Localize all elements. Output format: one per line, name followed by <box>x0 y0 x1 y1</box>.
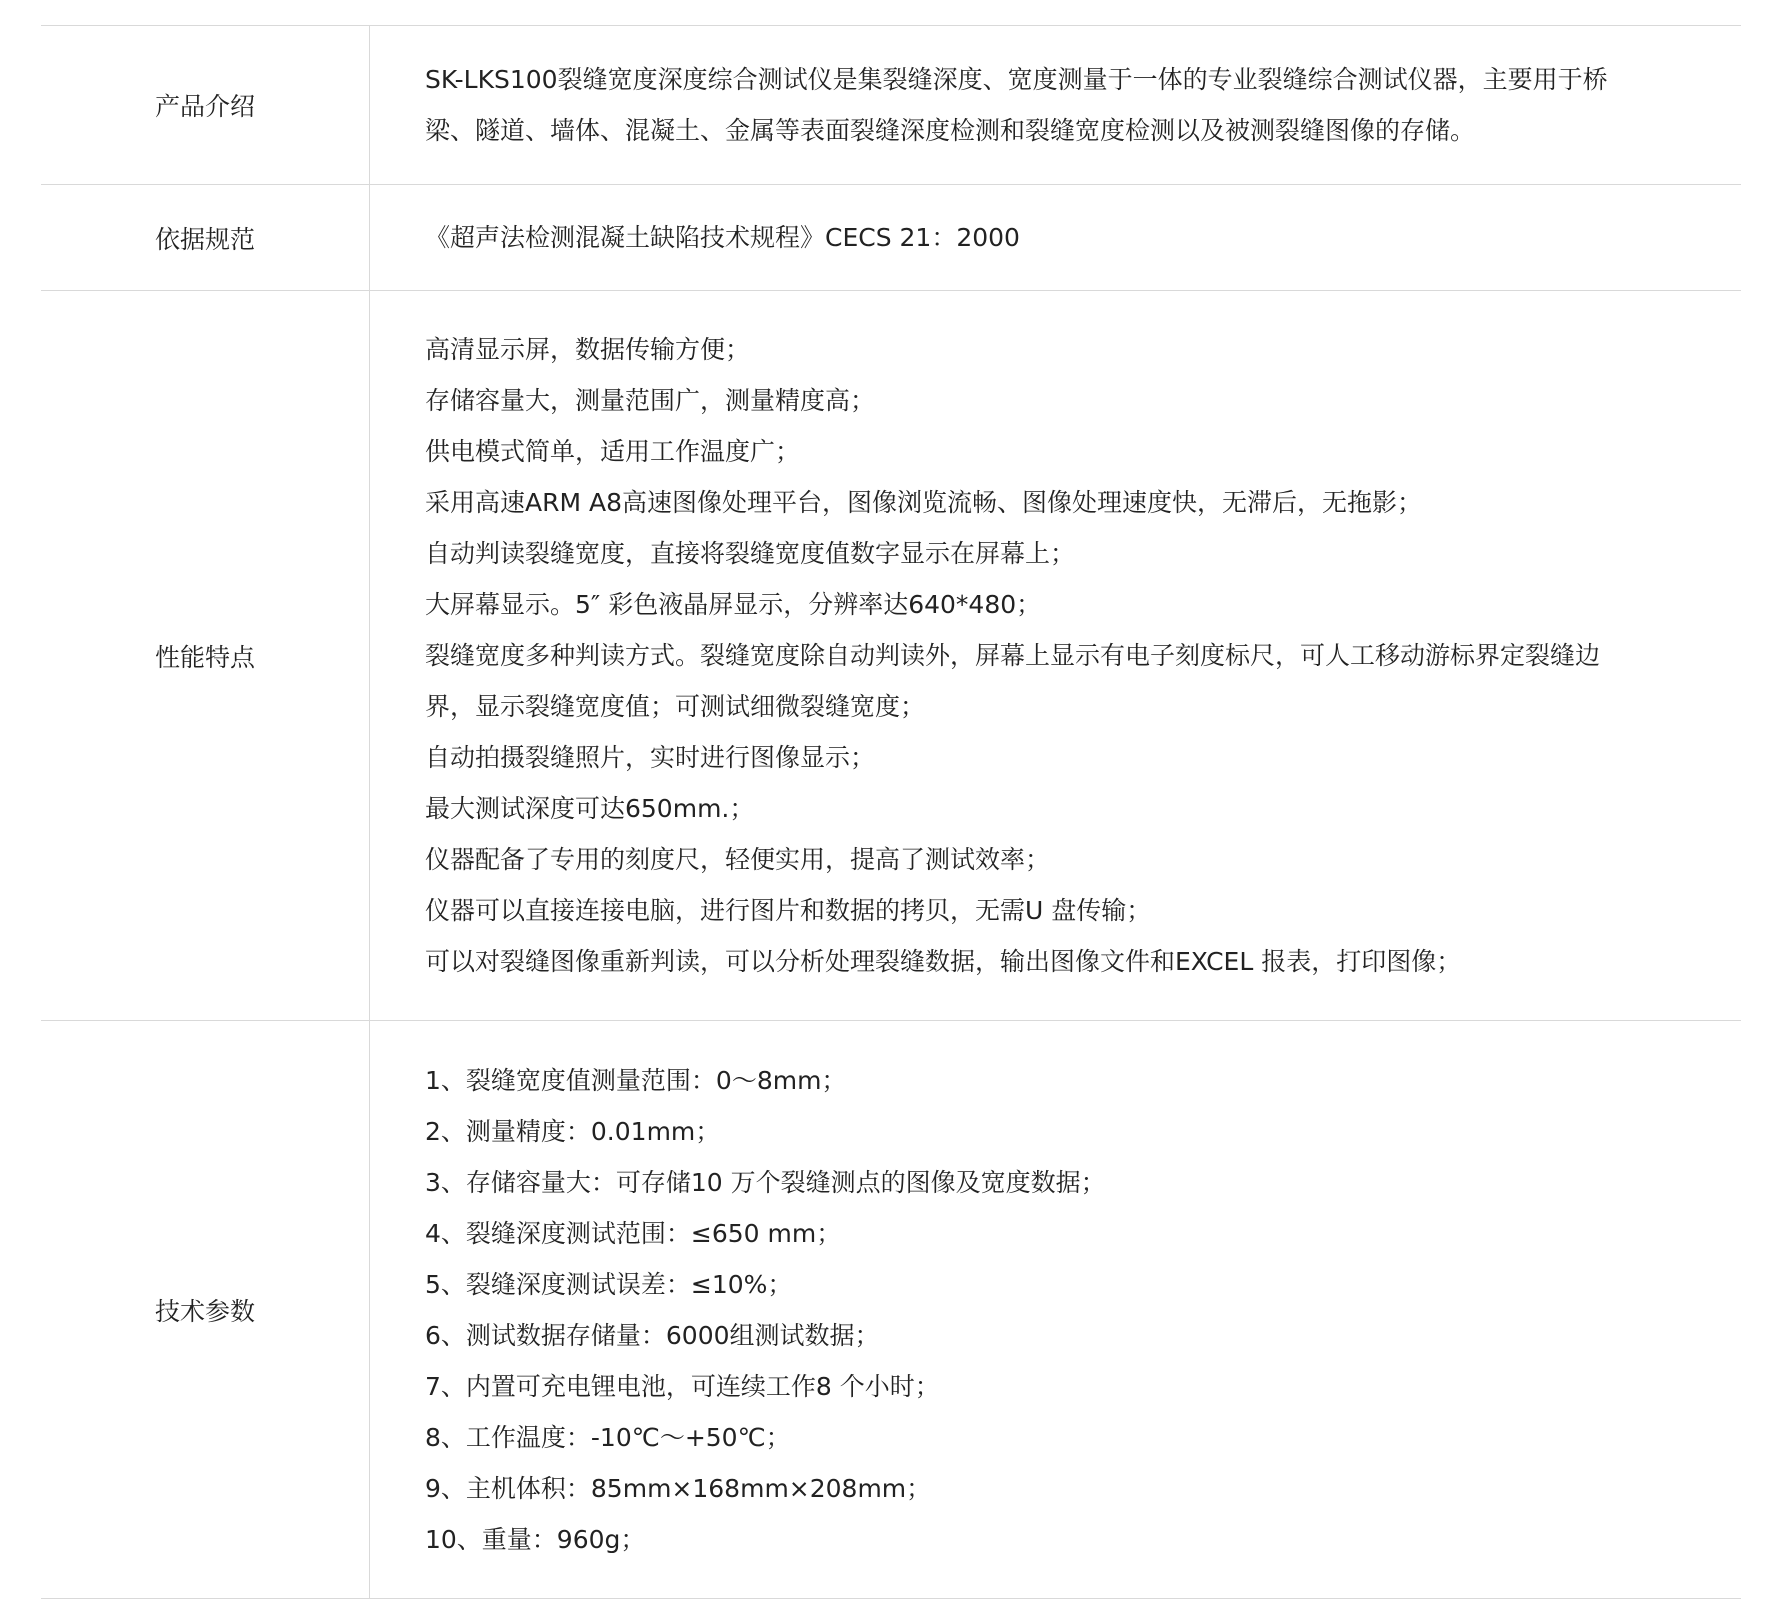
row-product-intro <box>41 26 1741 185</box>
row-standard <box>41 185 1741 291</box>
standard-text: 《超声法检测混凝土缺陷技术规程》CECS 21：2000 <box>425 223 1020 252</box>
param-line: 4、裂缝深度测试范围：≤650 mm； <box>425 1218 842 1248</box>
feature-line: 采用高速ARM A8高速图像处理平台，图像浏览流畅、图像处理速度快，无滞后，无拖影； <box>425 488 1423 517</box>
feature-line: 仪器配备了专用的刻度尺，轻便实用，提高了测试效率； <box>425 845 1051 874</box>
value-features <box>370 291 1741 1020</box>
feature-line: 供电模式简单，适用工作温度广； <box>425 437 801 466</box>
param-line: 8、工作温度：-10℃～+50℃； <box>425 1422 791 1452</box>
feature-line: 高清显示屏，数据传输方便； <box>425 335 751 364</box>
feature-line: 自动拍摄裂缝照片，实时进行图像显示； <box>425 743 876 772</box>
feature-line: 仪器可以直接连接电脑，进行图片和数据的拷贝，无需U 盘传输； <box>425 896 1152 925</box>
feature-line: 存储容量大，测量范围广，测量精度高； <box>425 386 876 415</box>
label-tech-params: 技术参数 <box>41 1021 370 1598</box>
label-standard: 依据规范 <box>41 185 370 290</box>
label-features: 性能特点 <box>41 291 370 1020</box>
intro-line: SK-LKS100裂缝宽度深度综合测试仪是集裂缝深度、宽度测量于一体的专业裂缝综合测试仪器，主要用于桥 <box>425 65 1608 94</box>
feature-line: 自动判读裂缝宽度，直接将裂缝宽度值数字显示在屏幕上； <box>425 539 1076 568</box>
intro-line: 梁、隧道、墙体、混凝土、金属等表面裂缝深度检测和裂缝宽度检测以及被测裂缝图像的存储。 <box>425 116 1476 145</box>
label-product-intro: 产品介绍 <box>41 26 370 184</box>
row-tech-params <box>41 1021 1741 1599</box>
param-line: 9、主机体积：85mm×168mm×208mm； <box>425 1473 932 1503</box>
param-line: 5、裂缝深度测试误差：≤10%； <box>425 1269 793 1299</box>
spec-table <box>41 25 1741 1599</box>
feature-line: 最大测试深度可达650mm.； <box>425 794 755 823</box>
value-product-intro <box>370 26 1741 184</box>
param-line: 2、测量精度：0.01mm； <box>425 1116 721 1146</box>
value-tech-params <box>370 1021 1741 1598</box>
feature-line: 大屏幕显示。5″ 彩色液晶屏显示，分辨率达640*480； <box>425 590 1042 619</box>
param-line: 3、存储容量大：可存储10 万个裂缝测点的图像及宽度数据； <box>425 1167 1106 1197</box>
value-standard <box>370 185 1741 290</box>
feature-line: 裂缝宽度多种判读方式。裂缝宽度除自动判读外，屏幕上显示有电子刻度标尺，可人工移动游标界定裂缝边 <box>425 641 1601 670</box>
param-line: 6、测试数据存储量：6000组测试数据； <box>425 1320 880 1350</box>
feature-line: 界，显示裂缝宽度值；可测试细微裂缝宽度； <box>425 692 926 721</box>
param-line: 10、重量：960g； <box>425 1524 646 1554</box>
row-features <box>41 291 1741 1021</box>
feature-line: 可以对裂缝图像重新判读，可以分析处理裂缝数据，输出图像文件和EXCEL 报表，打印图像； <box>425 947 1462 976</box>
param-line: 7、内置可充电锂电池，可连续工作8 个小时； <box>425 1371 940 1401</box>
param-line: 1、裂缝宽度值测量范围：0～8mm； <box>425 1065 847 1095</box>
